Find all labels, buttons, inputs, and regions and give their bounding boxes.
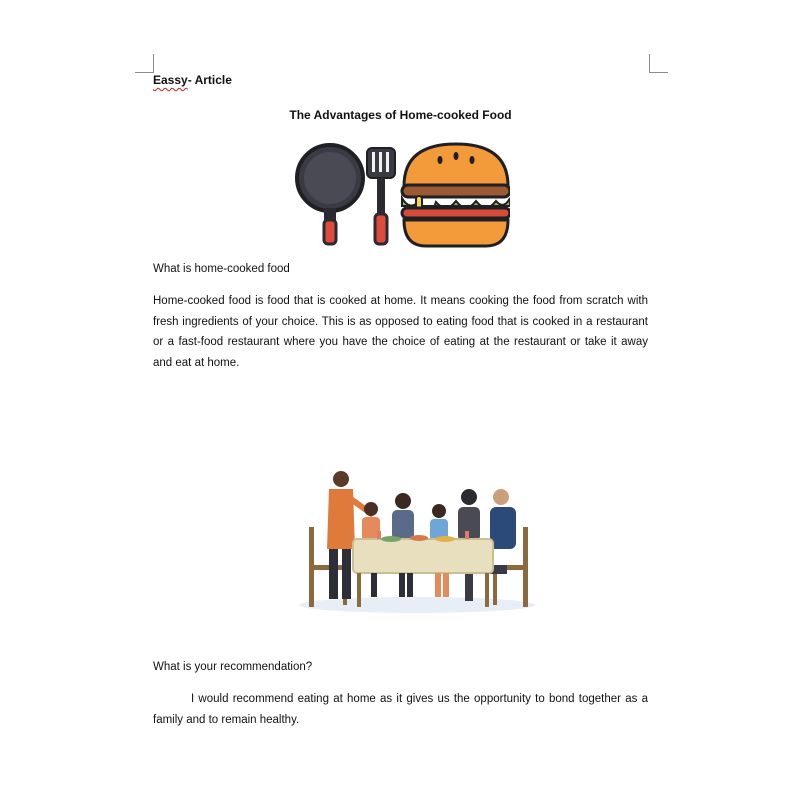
section-heading-recommendation: What is your recommendation? <box>153 661 313 673</box>
document-heading <box>153 73 232 87</box>
top-left-margin-marker <box>135 54 154 73</box>
section-body-recommendation: I would recommend eating at home as it gives us the opportunity to bond together as a family and to remain healthy. <box>153 693 648 726</box>
burger-icon <box>402 144 510 246</box>
misspelled-word: Eassy <box>153 73 188 87</box>
person-woman <box>392 493 414 540</box>
family-dinner-illustration <box>295 465 540 615</box>
article-title: The Advantages of Home-cooked Food <box>289 108 512 122</box>
spatula-icon <box>367 148 395 244</box>
frying-pan-icon <box>297 145 363 244</box>
person-child-2 <box>430 504 448 541</box>
section-heading-what-is: What is home-cooked food <box>153 263 290 275</box>
section-body-what-is: Home-cooked food is food that is cooked at home. It means cooking the food from scratch with fresh ingredients of your choice. This is as opposed to eating food that is cooked in a restaurant or a fast-food restaurant where you have the choice of eating at the restaurant or take it away and eat at home. <box>153 295 648 370</box>
top-right-margin-marker <box>649 54 668 73</box>
heading-suffix: - Article <box>187 73 232 87</box>
cooking-illustration <box>290 138 510 250</box>
